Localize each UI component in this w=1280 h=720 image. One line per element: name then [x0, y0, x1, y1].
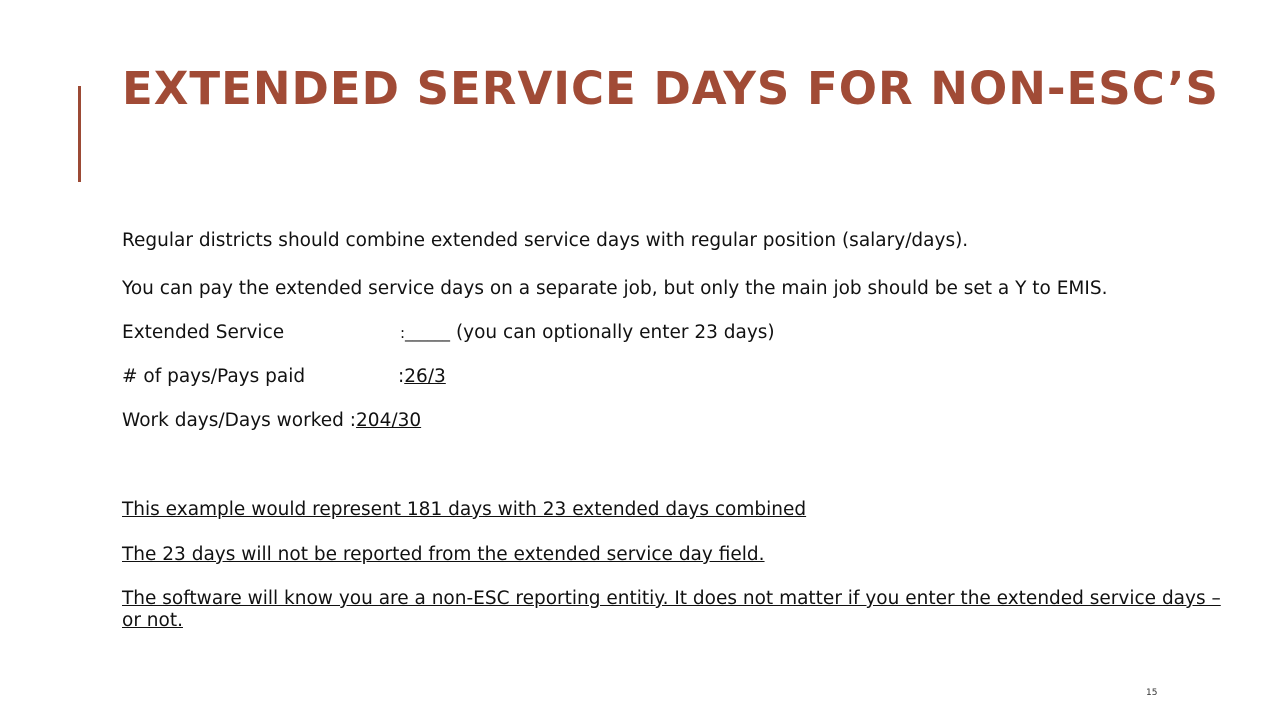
- pays-label: # of pays/Pays paid: [122, 366, 306, 387]
- page-number: 15: [1146, 688, 1158, 698]
- extended-service-note: (you can optionally enter 23 days): [450, 322, 775, 343]
- body-line-software-knows: The software will know you are a non-ESC reporting entitiy. It does not matter if you enter the extended service days – or not.: [122, 588, 1221, 631]
- work-days-value: 204/30: [356, 410, 422, 431]
- body-line-pays: [122, 366, 446, 388]
- body-line-example: This example would represent 181 days with 23 extended days combined: [122, 499, 807, 520]
- work-days-label: Work days/Days worked :: [122, 410, 357, 431]
- body-line-extended-service: [122, 322, 775, 344]
- extended-service-blank: :______: [400, 324, 451, 342]
- slide-title: EXTENDED SERVICE DAYS FOR NON-ESC’S: [122, 62, 1219, 115]
- body-line-separate-job: You can pay the extended service days on a separate job, but only the main job should be set a Y to EMIS.: [122, 278, 1108, 299]
- body-line-not-reported: The 23 days will not be reported from the extended service day field.: [122, 544, 765, 565]
- body-line-combine: Regular districts should combine extended service days with regular position (salary/days).: [122, 230, 969, 251]
- pays-value: 26/3: [404, 366, 446, 387]
- title-accent-bar: [78, 86, 81, 182]
- pays-colon: :: [398, 366, 405, 387]
- extended-service-label: Extended Service: [122, 322, 285, 343]
- body-line-work-days: [122, 410, 421, 432]
